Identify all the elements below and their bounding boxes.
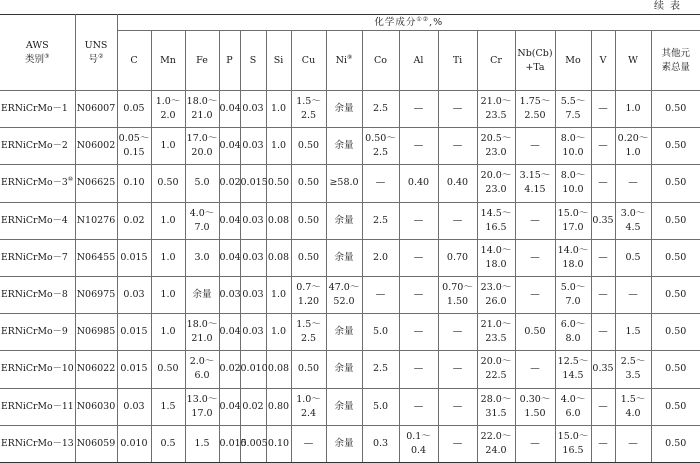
composition-cell: 0.005 [240,425,266,462]
composition-cell: — [615,425,651,462]
composition-cell: 1.5 [185,425,219,462]
composition-cell: — [438,128,477,165]
composition-cell: — [438,351,477,388]
composition-cell: 1.5 [151,388,185,425]
composition-cell: — [399,388,438,425]
composition-cell: — [399,351,438,388]
composition-cell: 0.70～ 1.50 [438,276,477,313]
composition-cell: 0.03 [117,276,151,313]
composition-cell: 5.0～ 7.0 [555,276,591,313]
composition-cell: 0.50 [266,165,291,202]
composition-cell: 余量 [326,128,362,165]
composition-cell: 5.0 [362,388,399,425]
composition-cell: 8.0～ 10.0 [555,165,591,202]
composition-cell: 0.010 [240,351,266,388]
composition-cell: 8.0～ 10.0 [555,128,591,165]
composition-cell: 5.0 [185,165,219,202]
composition-cell: — [515,128,555,165]
composition-cell: 20.0～ 23.0 [477,165,515,202]
composition-cell: 余量 [326,388,362,425]
composition-cell: 20.5～ 23.0 [477,128,515,165]
composition-cell: 0.50 [651,388,700,425]
composition-cell: 14.0～ 18.0 [477,239,515,276]
composition-cell: 5.0 [362,314,399,351]
composition-cell: — [438,388,477,425]
table-row [0,239,700,276]
composition-cell: 0.03 [240,239,266,276]
composition-cell: 0.35 [591,202,615,239]
composition-cell: 0.03 [117,388,151,425]
composition-cell: 0.015 [219,425,240,462]
composition-cell: — [438,314,477,351]
composition-cell: 0.03 [240,128,266,165]
composition-cell: — [362,276,399,313]
aws-class-cell: ERNiCrMo－2 [0,128,75,165]
composition-cell: 1.0～ 2.4 [291,388,326,425]
table-row [0,128,700,165]
header-composition: 化学成分①②,% [117,15,700,31]
composition-cell: 0.04 [219,128,240,165]
composition-cell: — [591,276,615,313]
composition-cell: 3.15～ 4.15 [515,165,555,202]
header-element: Cu [291,31,326,91]
composition-cell: 4.0～ 7.0 [185,202,219,239]
composition-cell: 21.0～ 23.5 [477,314,515,351]
composition-cell: 1.0～ 2.0 [151,91,185,128]
composition-cell: 0.04 [219,388,240,425]
uns-number-cell: N06975 [75,276,117,313]
composition-cell: 1.0 [151,128,185,165]
composition-cell: 2.5 [362,91,399,128]
composition-cell: 0.3 [362,425,399,462]
composition-cell: 0.08 [266,202,291,239]
composition-cell: 1.0 [151,276,185,313]
composition-cell: 0.50 [291,202,326,239]
composition-cell: 0.05～ 0.15 [117,128,151,165]
composition-cell: 0.04 [219,314,240,351]
composition-cell: 0.50 [651,314,700,351]
composition-cell: — [515,239,555,276]
composition-cell: 14.0～ 18.0 [555,239,591,276]
composition-cell: — [399,314,438,351]
composition-cell: 0.03 [240,276,266,313]
table-row [0,425,700,462]
header-element: Ti [438,31,477,91]
composition-cell: — [438,425,477,462]
composition-cell: — [615,276,651,313]
composition-cell: 23.0～ 26.0 [477,276,515,313]
composition-cell: — [515,351,555,388]
composition-cell: 0.50 [291,351,326,388]
composition-cell: 17.0～ 20.0 [185,128,219,165]
header-element: W [615,31,651,91]
composition-cell: 6.0～ 8.0 [555,314,591,351]
aws-class-cell: ERNiCrMo－10 [0,351,75,388]
composition-cell: 14.5～ 16.5 [477,202,515,239]
composition-cell: 1.5～ 2.5 [291,314,326,351]
composition-cell: 0.50 [651,202,700,239]
composition-cell: 0.04 [219,239,240,276]
composition-cell: 0.70 [438,239,477,276]
composition-cell: — [399,276,438,313]
composition-cell: — [399,91,438,128]
composition-cell: 5.5～ 7.5 [555,91,591,128]
composition-cell: 1.0 [151,314,185,351]
composition-cell: — [399,202,438,239]
composition-cell: 2.5～ 3.5 [615,351,651,388]
composition-cell: 0.50 [651,351,700,388]
composition-cell: — [362,165,399,202]
composition-cell: 0.02 [219,351,240,388]
aws-class-cell: ERNiCrMo－4 [0,202,75,239]
composition-cell: — [438,202,477,239]
composition-cell: 余量 [326,91,362,128]
composition-cell: 0.30～ 1.50 [515,388,555,425]
composition-cell: 1.0 [151,202,185,239]
composition-cell: — [615,165,651,202]
uns-number-cell: N06007 [75,91,117,128]
composition-cell: 0.03 [219,276,240,313]
composition-cell: 余量 [185,276,219,313]
composition-cell: 1.5 [615,314,651,351]
composition-cell: 1.0 [151,239,185,276]
composition-cell: 0.35 [591,351,615,388]
header-element: V [591,31,615,91]
composition-cell: 21.0～ 23.5 [477,91,515,128]
uns-number-cell: N06002 [75,128,117,165]
composition-cell: 0.10 [266,425,291,462]
table-row [0,314,700,351]
composition-cell: 0.5 [151,425,185,462]
composition-cell: 15.0～ 16.5 [555,425,591,462]
continued-label: 续表 [654,1,686,12]
composition-cell: 0.015 [117,239,151,276]
composition-cell: — [591,314,615,351]
composition-cell: — [515,425,555,462]
composition-cell: — [438,91,477,128]
composition-cell: 0.10 [117,165,151,202]
composition-cell: ≥58.0 [326,165,362,202]
uns-number-cell: N06022 [75,351,117,388]
composition-cell: 47.0～ 52.0 [326,276,362,313]
composition-cell: 0.40 [438,165,477,202]
composition-cell: 3.0 [185,239,219,276]
header-element: Nb(Cb) +Ta [515,31,555,91]
composition-cell: 0.50～ 2.5 [362,128,399,165]
composition-cell: 0.015 [117,351,151,388]
aws-class-cell: ERNiCrMo－3⑩ [0,165,75,202]
composition-cell: 3.0～ 4.5 [615,202,651,239]
composition-cell: 28.0～ 31.5 [477,388,515,425]
header-element: Mn [151,31,185,91]
header-element: S [240,31,266,91]
composition-cell: 1.5～ 2.5 [291,91,326,128]
composition-cell: 0.04 [219,91,240,128]
composition-cell: 0.7～ 1.20 [291,276,326,313]
header-element: Si [266,31,291,91]
composition-cell: 4.0～ 6.0 [555,388,591,425]
composition-cell: 0.03 [240,91,266,128]
composition-cell: 0.50 [651,128,700,165]
uns-number-cell: N06030 [75,388,117,425]
aws-class-cell: ERNiCrMo－13 [0,425,75,462]
composition-cell: 1.5～ 4.0 [615,388,651,425]
composition-cell: 0.50 [651,91,700,128]
table-row [0,165,700,202]
header-element: Cr [477,31,515,91]
composition-cell: 0.04 [219,202,240,239]
composition-cell: 0.20～ 1.0 [615,128,651,165]
composition-cell: 0.50 [291,128,326,165]
uns-number-cell: N06059 [75,425,117,462]
table-row [0,351,700,388]
composition-cell: 0.05 [117,91,151,128]
composition-cell: 1.0 [266,314,291,351]
composition-cell: 0.03 [240,314,266,351]
composition-cell: 0.50 [291,165,326,202]
composition-cell: 余量 [326,202,362,239]
composition-cell: 余量 [326,351,362,388]
composition-cell: 1.0 [266,128,291,165]
aws-class-cell: ERNiCrMo－11 [0,388,75,425]
composition-cell: 0.50 [651,165,700,202]
aws-class-cell: ERNiCrMo－9 [0,314,75,351]
composition-cell: — [515,276,555,313]
aws-class-cell: ERNiCrMo－7 [0,239,75,276]
composition-cell: 0.50 [515,314,555,351]
composition-cell: 0.50 [151,351,185,388]
header-element: Mo [555,31,591,91]
table-row [0,276,700,313]
header-aws: AWS 类别③ [0,15,75,91]
header-element: C [117,31,151,91]
composition-cell: 1.0 [266,91,291,128]
composition-cell: 0.08 [266,239,291,276]
chemical-composition-table [0,14,700,463]
composition-cell: 2.5 [362,351,399,388]
composition-cell: 0.08 [266,351,291,388]
composition-cell: — [591,388,615,425]
composition-cell: — [291,425,326,462]
aws-class-cell: ERNiCrMo－8 [0,276,75,313]
composition-cell: — [591,165,615,202]
composition-cell: 0.50 [651,425,700,462]
composition-cell: 12.5～ 14.5 [555,351,591,388]
composition-cell: 1.0 [615,91,651,128]
composition-cell: 2.0～ 6.0 [185,351,219,388]
composition-cell: 0.50 [651,239,700,276]
composition-cell: 18.0～ 21.0 [185,314,219,351]
aws-class-cell: ERNiCrMo－1 [0,91,75,128]
composition-cell: 0.015 [117,314,151,351]
composition-cell: 余量 [326,314,362,351]
composition-cell: 2.5 [362,202,399,239]
composition-cell: — [591,239,615,276]
table-row [0,202,700,239]
composition-cell: 0.80 [266,388,291,425]
composition-cell: 0.50 [651,276,700,313]
composition-cell: 18.0～ 21.0 [185,91,219,128]
uns-number-cell: N10276 [75,202,117,239]
header-element: 其他元 素总量 [651,31,700,91]
composition-cell: — [399,128,438,165]
composition-cell: — [591,91,615,128]
composition-cell: 0.03 [240,202,266,239]
header-element: Fe [185,31,219,91]
composition-cell: 0.40 [399,165,438,202]
composition-cell: 0.02 [240,388,266,425]
uns-number-cell: N06455 [75,239,117,276]
composition-cell: 0.02 [117,202,151,239]
composition-cell: 15.0～ 17.0 [555,202,591,239]
composition-cell: 0.010 [117,425,151,462]
composition-cell: 20.0～ 22.5 [477,351,515,388]
composition-cell: 余量 [326,239,362,276]
composition-cell: 余量 [326,425,362,462]
uns-number-cell: N06985 [75,314,117,351]
table-row [0,388,700,425]
header-row-1 [0,15,700,31]
uns-number-cell: N06625 [75,165,117,202]
composition-cell: 0.50 [151,165,185,202]
composition-cell: 22.0～ 24.0 [477,425,515,462]
composition-cell: — [591,425,615,462]
composition-cell: 0.015 [240,165,266,202]
table-row [0,91,700,128]
composition-cell: 13.0～ 17.0 [185,388,219,425]
composition-cell: — [515,202,555,239]
composition-cell: 0.50 [291,239,326,276]
header-element: Ni⑨ [326,31,362,91]
composition-cell: 1.75～ 2.50 [515,91,555,128]
composition-cell: — [591,128,615,165]
header-element: P [219,31,240,91]
composition-cell: 0.5 [615,239,651,276]
composition-cell: 2.0 [362,239,399,276]
composition-cell: 0.02 [219,165,240,202]
composition-cell: 1.0 [266,276,291,313]
composition-cell: — [399,239,438,276]
composition-cell: 0.1～ 0.4 [399,425,438,462]
header-uns: UNS 号② [75,15,117,91]
header-element: Al [399,31,438,91]
header-element: Co [362,31,399,91]
